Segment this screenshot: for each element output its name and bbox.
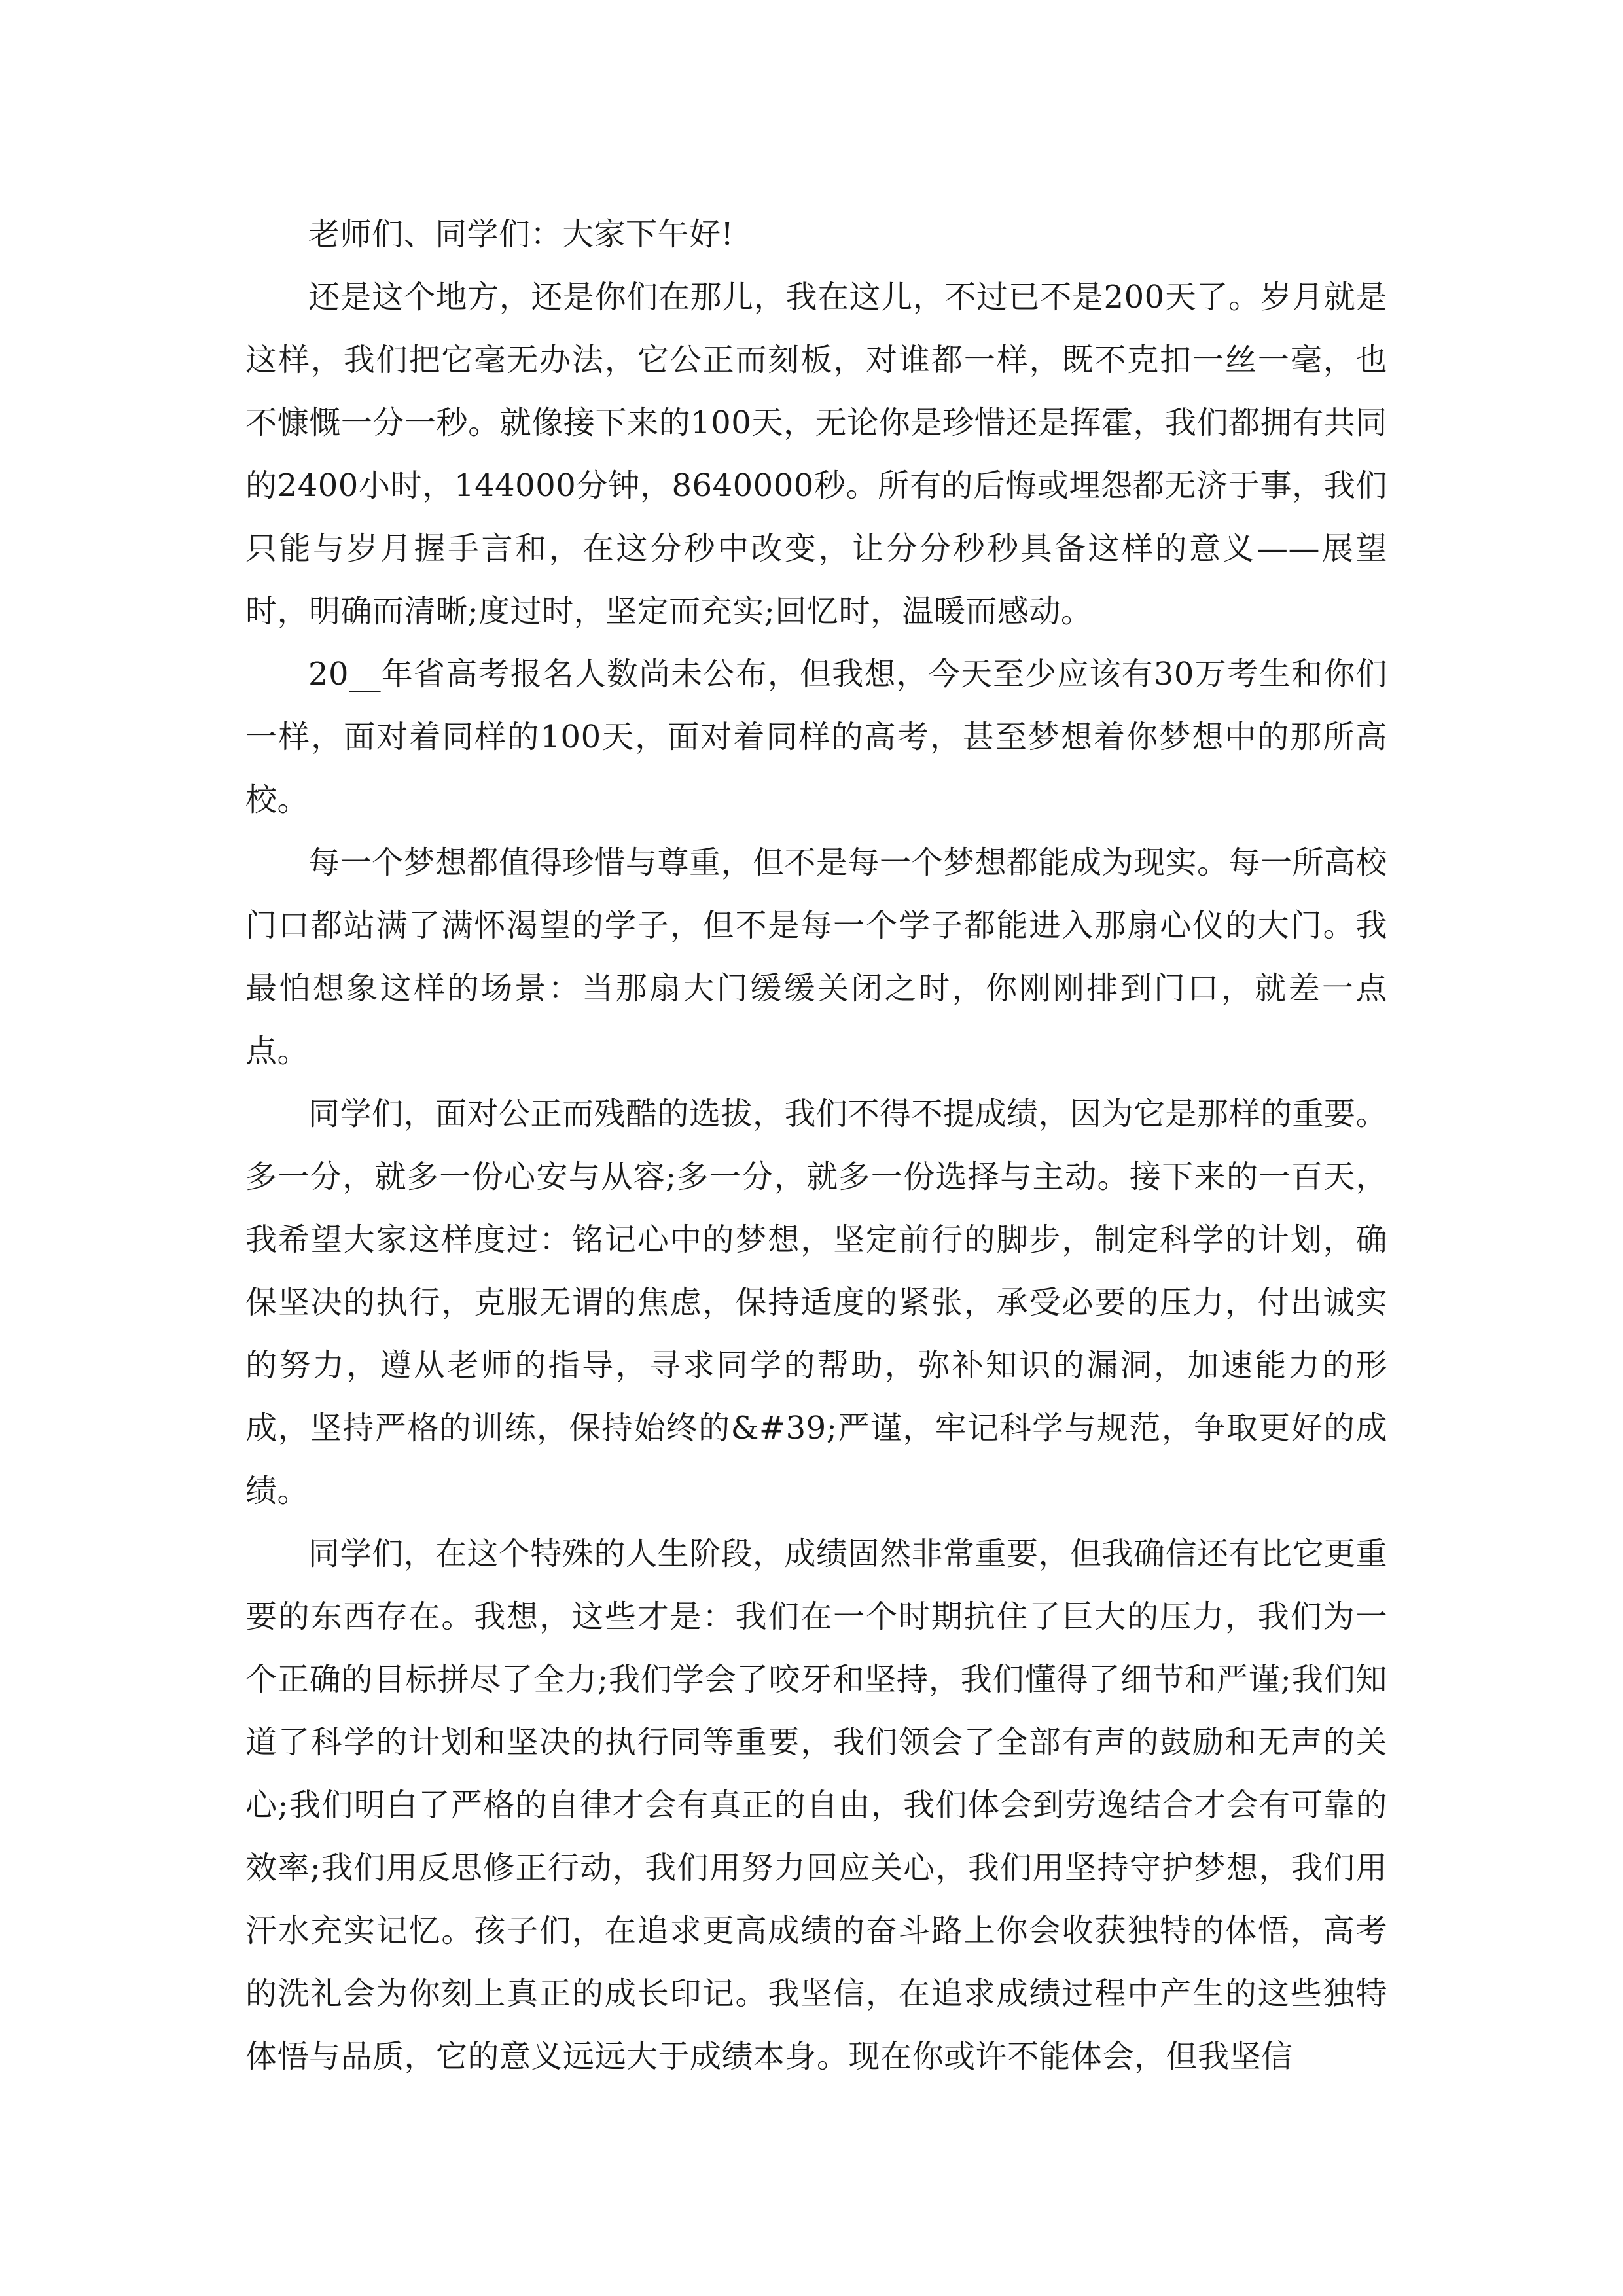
- paragraph-exam-count: 20__年省高考报名人数尚未公布，但我想，今天至少应该有30万考生和你们一样，面对着同样的100天，面对着同样的高考，甚至梦想着你梦想中的那所高校。: [245, 656, 1387, 818]
- paragraph-growth: 同学们，在这个特殊的人生阶段，成绩固然非常重要，但我确信还有比它更重要的东西存在。我想，这些才是：我们在一个时期抗住了巨大的压力，我们为一个正确的目标拼尽了全力;我们学会了咬牙和坚持，我们懂得了细节和严谨;我们知道了科学的计划和坚决的执行同等重要，我们领会了全部有声的鼓励和无声的关心;我们明白了严格的自律才会有真正的自由，我们体会到劳逸结合才会有可靠的效率;我们用反思修正行动，我们用努力回应关心，我们用坚持守护梦想，我们用汗水充实记忆。孩子们，在追求更高成绩的奋斗路上你会收获独特的体悟，高考的洗礼会为你刻上真正的成长印记。我坚信，在追求成绩过程中产生的这些独特体悟与品质，它的意义远远大于成绩本身。现在你或许不能体会，但我坚信: [245, 1535, 1388, 2075]
- paragraph-time: 还是这个地方，还是你们在那儿，我在这儿，不过已不是200天了。岁月就是这样，我们把它毫无办法，它公正而刻板，对谁都一样，既不克扣一丝一毫，也不慷慨一分一秒。就像接下来的100天，无论你是珍惜还是挥霍，我们都拥有共同的2400小时，144000分钟，8640000秒。所有的后悔或埋怨都无济于事，我们只能与岁月握手言和，在这分秒中改变，让分分秒秒具备这样的意义——展望时，明确而清晰;度过时，坚定而充实;回忆时，温暖而感动。: [245, 279, 1387, 630]
- paragraph-dream: 每一个梦想都值得珍惜与尊重，但不是每一个梦想都能成为现实。每一所高校门口都站满了满怀渴望的学子，但不是每一个学子都能进入那扇心仪的大门。我最怕想象这样的场景：当那扇大门缓缓关闭之时，你刚刚排到门口，就差一点点。: [245, 844, 1388, 1069]
- paragraph-grades: 同学们，面对公正而残酷的选拔，我们不得不提成绩，因为它是那样的重要。多一分，就多一份心安与从容;多一分，就多一份选择与主动。接下来的一百天，我希望大家这样度过：铭记心中的梦想，坚定前行的脚步，制定科学的计划，确保坚决的执行，克服无谓的焦虑，保持适度的紧张，承受必要的压力，付出诚实的努力，遵从老师的指导，寻求同学的帮助，弥补知识的漏洞，加速能力的形成，坚持严格的训练，保持始终的&#39;严谨，牢记科学与规范，争取更好的成绩。: [245, 1096, 1388, 1509]
- document-body: [245, 203, 1387, 2088]
- greeting-paragraph: 老师们、同学们：大家下午好!: [308, 216, 734, 253]
